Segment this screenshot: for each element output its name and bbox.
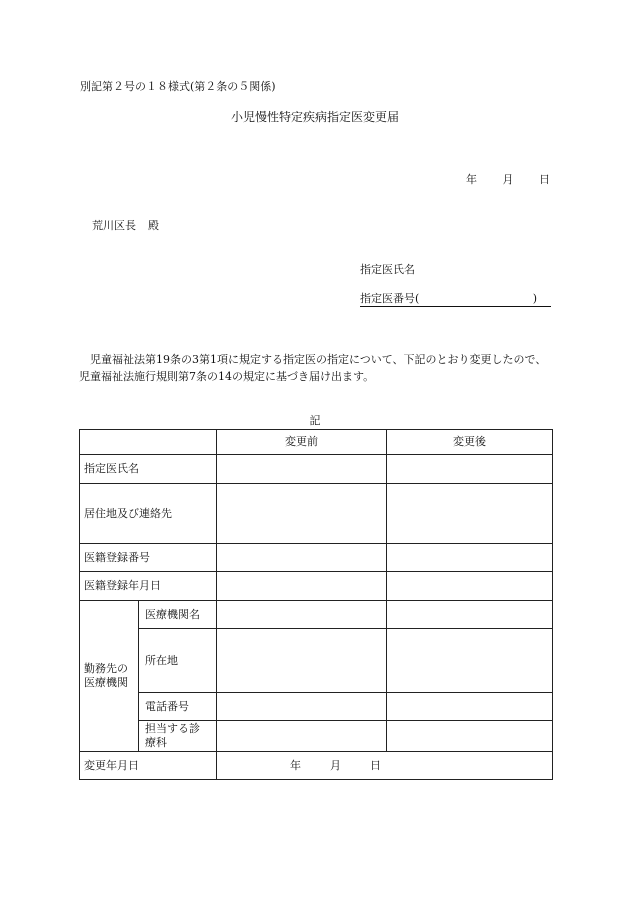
date-month-label: 月 [502,173,514,186]
row-label-phone: 電話番号 [139,693,217,721]
designated-doctor-number-label: 指定医番号( [360,292,420,305]
change-date-value[interactable] [217,752,553,780]
cell-before-registration-date[interactable] [217,572,387,601]
table-row [80,629,553,693]
cell-before-phone[interactable] [217,693,387,721]
change-date-month-label: 月 [330,758,341,772]
cell-after-registration-number[interactable] [387,544,553,572]
table-row [80,484,553,544]
cell-before-department[interactable] [217,721,387,752]
change-date-year-label: 年 [290,758,301,772]
record-heading: 記 [309,414,321,427]
header-cell-before: 変更前 [217,430,387,455]
addressee-name: 荒川区長 [92,219,136,232]
cell-before-facility-name[interactable] [217,601,387,629]
table-row [80,455,553,484]
table-header-row [80,430,553,455]
cell-before-residence[interactable] [217,484,387,544]
table-row [80,721,553,752]
row-label-facility-name: 医療機関名 [139,601,217,629]
row-label-location: 所在地 [139,629,217,693]
addressee [92,220,159,231]
table-row [80,693,553,721]
table-row [80,601,553,629]
row-label-change-date: 変更年月日 [80,752,217,780]
table-row [80,572,553,601]
cell-after-location[interactable] [387,629,553,693]
row-label-registration-number: 医籍登録番号 [80,544,217,572]
designated-doctor-name-label: 指定医氏名 [360,263,415,276]
row-label-department: 担当する診療科 [139,721,217,752]
cell-after-residence[interactable] [387,484,553,544]
date-year-label: 年 [466,173,477,186]
table-row [80,752,553,780]
designated-doctor-number-field [360,293,551,307]
change-record-table [79,429,553,780]
cell-after-registration-date[interactable] [387,572,553,601]
cell-before-location[interactable] [217,629,387,693]
addressee-honorific: 殿 [148,219,159,232]
date-day-label: 日 [539,173,550,186]
notice-body-text: 児童福祉法第19条の3第1項に規定する指定医の指定について、下記のとおり変更したので、児童福祉法施行規則第7条の14の規定に基づき届け出ます。 [79,353,547,383]
cell-after-doctor-name[interactable] [387,455,553,484]
cell-after-phone[interactable] [387,693,553,721]
row-label-registration-date: 医籍登録年月日 [80,572,217,601]
row-label-doctor-name: 指定医氏名 [80,455,217,484]
cell-before-doctor-name[interactable] [217,455,387,484]
table-row [80,544,553,572]
document-title: 小児慢性特定疾病指定医変更届 [230,110,399,124]
header-cell-blank [80,430,217,455]
cell-before-registration-number[interactable] [217,544,387,572]
cell-after-department[interactable] [387,721,553,752]
row-label-residence: 居住地及び連絡先 [80,484,217,544]
form-identifier: 別記第２号の１８様式(第２条の５関係) [80,80,276,93]
header-cell-after: 変更後 [387,430,553,455]
designated-doctor-number-close: ) [532,292,537,305]
submission-date [466,174,550,185]
row-group-label-workplace: 勤務先の医療機関 [80,601,139,752]
cell-after-facility-name[interactable] [387,601,553,629]
change-date-day-label: 日 [370,758,381,772]
